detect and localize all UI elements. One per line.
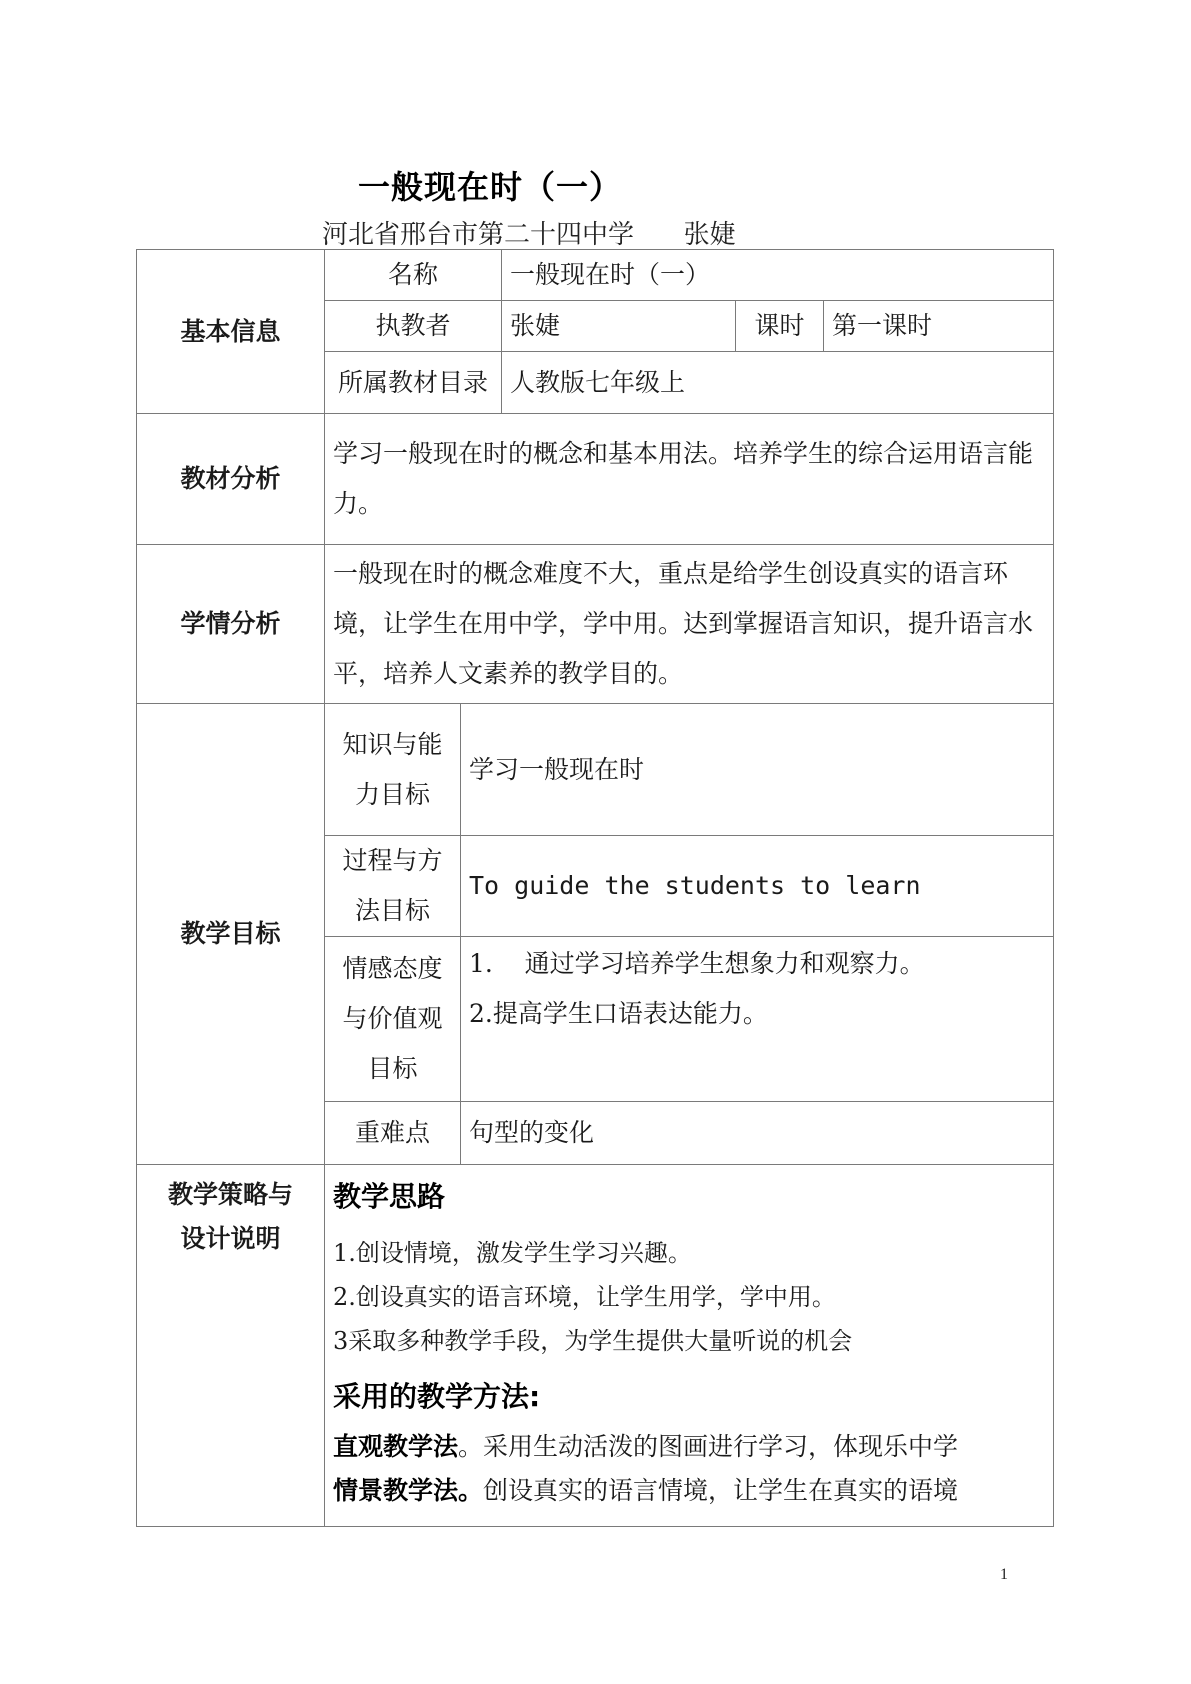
emotion-item-1: 1. 通过学习培养学生想象力和观察力。 (469, 949, 925, 978)
section-basic-info: 基本信息 (137, 250, 325, 414)
section-objectives: 教学目标 (137, 704, 325, 1165)
section-material-analysis: 教材分析 (137, 414, 325, 545)
section-strategy: 教学策略与 设计说明 (137, 1165, 325, 1527)
approach-item-3: 3采取多种教学手段，为学生提供大量听说的机会 (333, 1327, 853, 1355)
methods-heading: 采用的教学方法: (333, 1380, 541, 1413)
name-value: 一般现在时（一） (502, 250, 1054, 301)
school-name: 河北省邢台市第二十四中学 (322, 220, 635, 250)
objective-value-knowledge: 学习一般现在时 (461, 704, 1054, 836)
section-student-analysis: 学情分析 (137, 545, 325, 704)
student-analysis-text: 一般现在时的概念难度不大，重点是给学生创设真实的语言环境，让学生在用中学，学中用。达到掌握语言知识，提升语言水平，培养人文素养的教学目的。 (333, 559, 1034, 688)
textbook-label: 所属教材目录 (325, 352, 502, 414)
approach-item-2: 2.创设真实的语言环境，让学生用学，学中用。 (333, 1283, 836, 1311)
teacher-label: 执教者 (325, 301, 502, 352)
objective-value-emotion (461, 937, 1054, 1102)
objective-label-knowledge: 知识与能 力目标 (325, 704, 461, 836)
page-number: 1 (1000, 1566, 1008, 1583)
name-label: 名称 (325, 250, 502, 301)
document-title: 一般现在时（一） (358, 168, 623, 206)
approach-item-1: 1.创设情境，激发学生学习兴趣。 (333, 1239, 692, 1267)
method-item-1: 直观教学法。采用生动活泼的图画进行学习，体现乐中学 (333, 1432, 959, 1461)
emotion-item-2: 2.提高学生口语表达能力。 (469, 999, 768, 1028)
row-student-analysis (137, 545, 1054, 704)
row-material-analysis (137, 414, 1054, 545)
textbook-value: 人教版七年级上 (502, 352, 1054, 414)
teacher-value: 张婕 (502, 301, 736, 352)
row-name (137, 250, 1054, 301)
material-analysis-text: 学习一般现在时的概念和基本用法。培养学生的综合运用语言能力。 (333, 439, 1034, 518)
objective-label-emotion: 情感态度 与价值观 目标 (325, 937, 461, 1102)
row-objective-knowledge (137, 704, 1054, 836)
approach-heading: 教学思路 (333, 1180, 446, 1213)
objective-label-keypoints: 重难点 (325, 1102, 461, 1165)
author-name: 张婕 (683, 220, 736, 250)
objective-value-keypoints: 句型的变化 (461, 1102, 1054, 1165)
objective-value-process: To guide the students to learn (461, 836, 1054, 937)
strategy-content (325, 1165, 1054, 1527)
lesson-plan-table (136, 249, 1054, 1527)
method-item-2: 情景教学法。创设真实的语言情境，让学生在真实的语境 (333, 1476, 959, 1505)
row-strategy (137, 1165, 1054, 1527)
document-subtitle (322, 214, 736, 251)
period-value: 第一课时 (824, 301, 1054, 352)
period-label: 课时 (736, 301, 824, 352)
objective-label-process: 过程与方 法目标 (325, 836, 461, 937)
